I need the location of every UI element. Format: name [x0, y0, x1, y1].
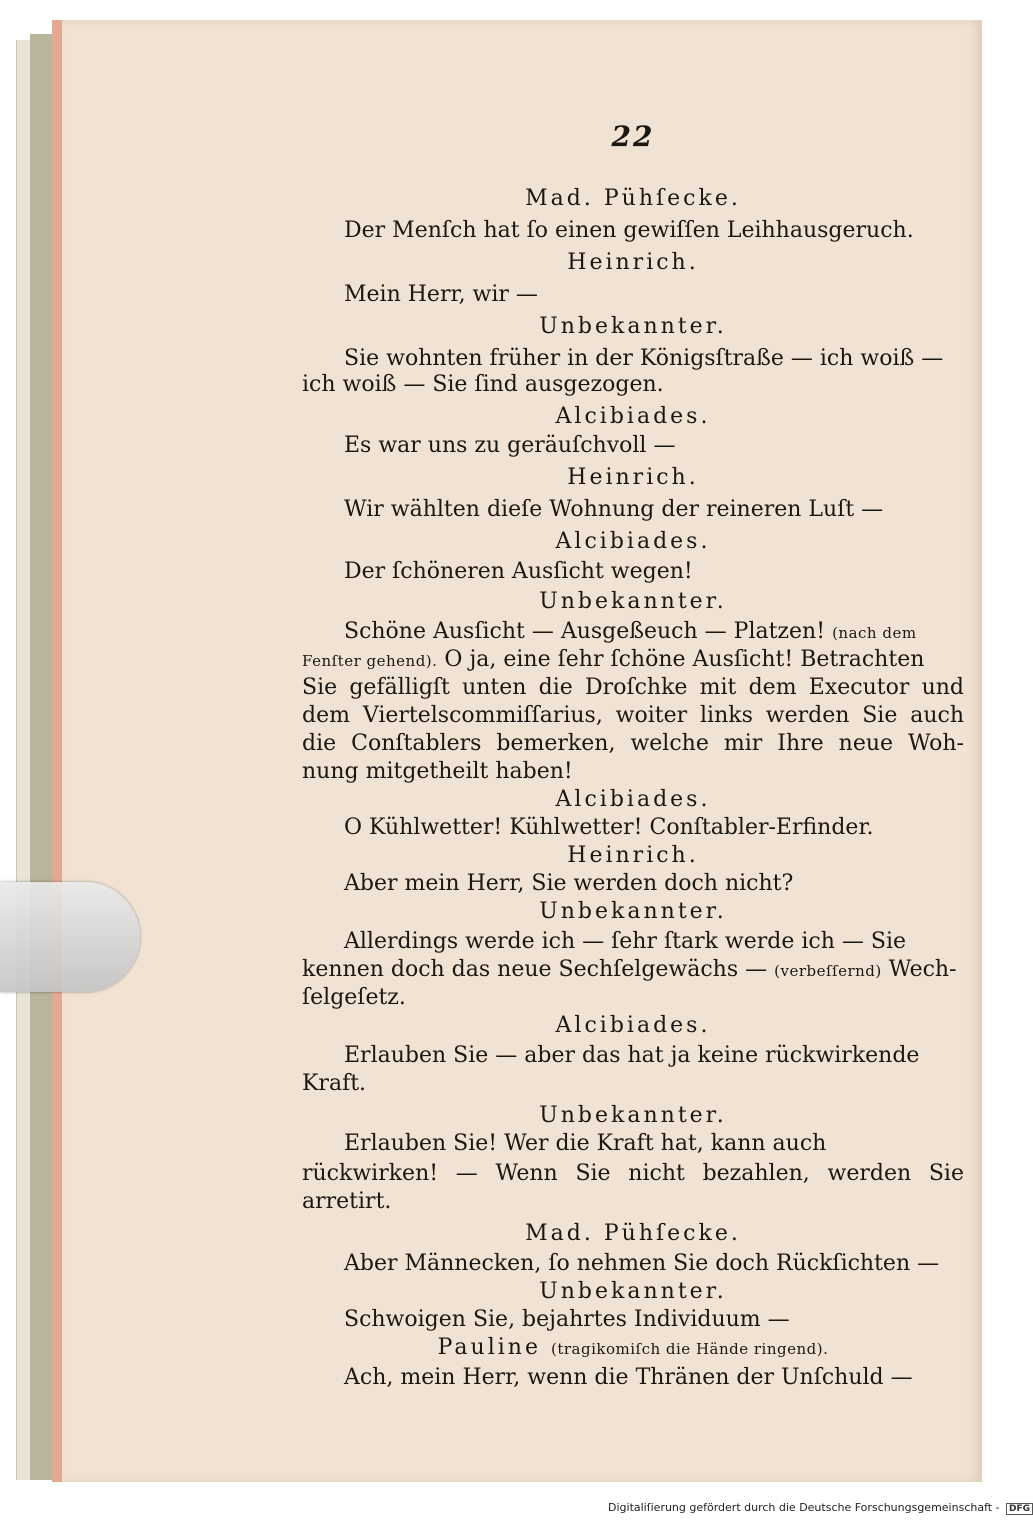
dialogue-line [302, 618, 964, 647]
dialogue-line: dem Viertelscommiſſarius, woiter links werden Sie auch [302, 703, 964, 728]
speaker-name: Heinrich. [567, 250, 699, 275]
dialogue-text: Wech- [888, 957, 957, 982]
page-clip-bookmark [0, 882, 140, 992]
speaker-name: Unbekannter. [539, 589, 727, 614]
dialogue-line: Erlauben Sie — aber das hat ja keine rückwirkende [344, 1043, 920, 1068]
speaker-name: Alcibiades. [555, 787, 711, 812]
speaker-name: Unbekannter. [539, 1279, 727, 1304]
digitization-credit [608, 1501, 1031, 1519]
dialogue-line: ſelgeſetz. [302, 985, 406, 1010]
dialogue-line: Der Menſch hat ſo einen gewiſſen Leihhausgeruch. [344, 218, 914, 243]
dialogue-text: O ja, eine ſehr ſchöne Ausſicht! Betrachten [444, 647, 925, 672]
stage-direction: (tragikomiſch die Hände ringend). [550, 1340, 829, 1358]
dialogue-line: O Kühlwetter! Kühlwetter! Conſtabler-Erfinder. [344, 815, 874, 840]
speaker-label: Pauline [437, 1335, 541, 1360]
dialogue-line: Sie gefälligſt unten die Droſchke mit dem Executor und [302, 675, 964, 700]
speaker-name: Mad. Pühſecke. [525, 186, 741, 211]
dialogue-text: kennen doch das neue Sechſelgewächs — [302, 957, 768, 982]
dialogue-line: Sie wohnten früher in der Königsſtraße — ich woiß — [344, 346, 944, 371]
dialogue-line [302, 646, 964, 675]
speaker-name: Unbekannter. [539, 1103, 727, 1128]
dialogue-line: Kraft. [302, 1071, 367, 1096]
dialogue-line: Mein Herr, wir — [344, 282, 538, 307]
dialogue-line: Aber Männecken, ſo nehmen Sie doch Rückſichten — [344, 1251, 940, 1276]
dialogue-line: Schwoigen Sie, bejahrtes Individuum — [344, 1307, 790, 1332]
speaker-name: Unbekannter. [539, 899, 727, 924]
speaker-name: Alcibiades. [555, 1013, 711, 1038]
dialogue-line: Allerdings werde ich — ſehr ſtark werde ich — Sie [344, 929, 907, 954]
speaker-name [302, 1334, 964, 1363]
dialogue-line [302, 956, 964, 985]
dialogue-line: arretirt. [302, 1189, 392, 1214]
dialogue-line: Es war uns zu geräuſchvoll — [344, 433, 676, 458]
stage-direction: Fenſter gehend). [302, 652, 438, 670]
dialogue-line: Erlauben Sie! Wer die Kraft hat, kann auch [344, 1131, 827, 1156]
speaker-name: Unbekannter. [539, 314, 727, 339]
stage-direction: (verbeſſernd) [774, 962, 882, 980]
dialogue-line: Ach, mein Herr, wenn die Thränen der Unſchuld — [344, 1365, 913, 1390]
speaker-name: Alcibiades. [555, 529, 711, 554]
dialogue-line: die Conſtablers bemerken, welche mir Ihre neue Woh- [302, 731, 964, 756]
speaker-name: Alcibiades. [555, 404, 711, 429]
dialogue-line: Wir wählten dieſe Wohnung der reineren Luſt — [344, 497, 884, 522]
dialogue-line: rückwirken! — Wenn Sie nicht bezahlen, werden Sie [302, 1161, 964, 1186]
speaker-name: Heinrich. [567, 843, 699, 868]
dfg-logo: DFG [1006, 1503, 1033, 1515]
speaker-name: Mad. Pühſecke. [525, 1221, 741, 1246]
book-page [52, 20, 982, 1482]
dialogue-line: nung mitgetheilt haben! [302, 759, 573, 784]
dialogue-text: Schöne Ausſicht — Ausgeßeuch — Platzen! [344, 619, 826, 644]
credit-text: Digitaliſierung gefördert durch die Deutsche Forschungsgemeinschaft - [608, 1501, 1000, 1514]
speaker-name: Heinrich. [567, 465, 699, 490]
dialogue-line: Aber mein Herr, Sie werden doch nicht? [344, 871, 794, 896]
dialogue-line: Der ſchöneren Ausſicht wegen! [344, 559, 693, 584]
page-number: 22 [611, 120, 655, 153]
dialogue-line: ich woiß — Sie ſind ausgezogen. [302, 372, 664, 397]
stage-direction: (nach dem [832, 624, 917, 642]
